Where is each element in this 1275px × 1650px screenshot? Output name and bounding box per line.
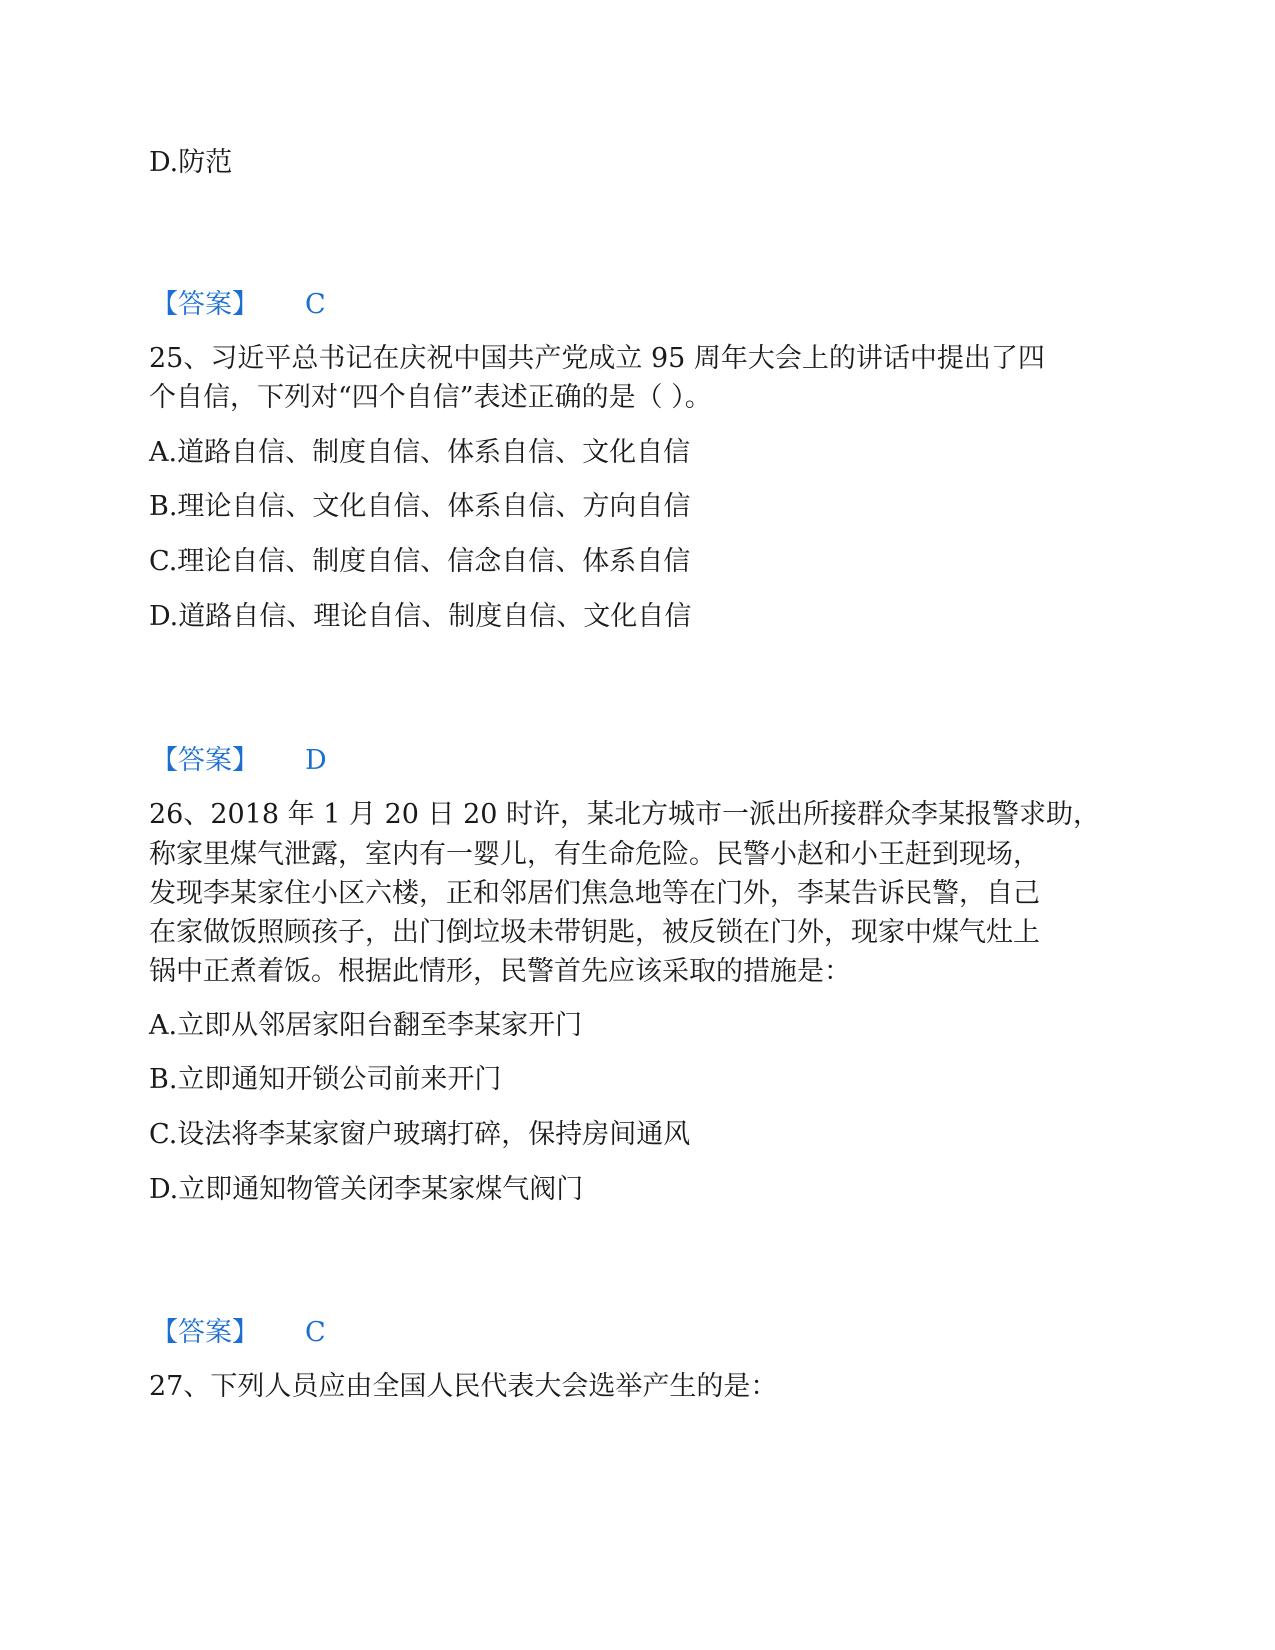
q26-option-a: A.立即从邻居家阳台翻至李某家开门 <box>149 1010 583 1041</box>
q25-option-d: D.道路自信、理论自信、制度自信、文化自信 <box>149 601 692 632</box>
q25-option-a: A.道路自信、制度自信、体系自信、文化自信 <box>149 437 691 468</box>
answer-value: C <box>305 289 326 320</box>
q27-stem-line-1: 27、下列人员应由全国人民代表大会选举产生的是： <box>149 1371 778 1402</box>
q26-stem-line-1: 26、2018 年 1 月 20 日 20 时许，某北方城市一派出所接群众李某报警求助， <box>149 799 1101 830</box>
q24-answer <box>151 288 326 322</box>
q25-option-b: B.理论自信、文化自信、体系自信、方向自信 <box>149 491 691 522</box>
q25-stem-line-2: 个自信，下列对“四个自信”表述正确的是（ ）。 <box>149 382 712 413</box>
q26-stem-line-3: 发现李某家住小区六楼，正和邻居们焦急地等在门外，李某告诉民警，自己 <box>149 878 1040 909</box>
q25-answer <box>151 744 327 778</box>
answer-value: C <box>305 1317 326 1348</box>
q24-option-d: D.防范 <box>149 147 233 178</box>
q26-answer <box>151 1316 326 1350</box>
q26-option-b: B.立即通知开锁公司前来开门 <box>149 1064 502 1095</box>
answer-label: 【答案】 <box>151 1317 259 1348</box>
q26-option-c: C.设法将李某家窗户玻璃打碎，保持房间通风 <box>149 1119 691 1150</box>
q26-option-d: D.立即通知物管关闭李某家煤气阀门 <box>149 1174 584 1205</box>
q26-stem-line-5: 锅中正煮着饭。根据此情形，民警首先应该采取的措施是： <box>149 956 851 987</box>
q26-stem-line-4: 在家做饭照顾孩子，出门倒垃圾未带钥匙，被反锁在门外，现家中煤气灶上 <box>149 917 1040 948</box>
q26-stem-line-2: 称家里煤气泄露，室内有一婴儿，有生命危险。民警小赵和小王赶到现场， <box>149 839 1040 870</box>
q25-stem-line-1: 25、习近平总书记在庆祝中国共产党成立 95 周年大会上的讲话中提出了四 <box>149 343 1045 374</box>
answer-value: D <box>305 745 327 776</box>
answer-label: 【答案】 <box>151 289 259 320</box>
q25-option-c: C.理论自信、制度自信、信念自信、体系自信 <box>149 546 691 577</box>
answer-label: 【答案】 <box>151 745 259 776</box>
